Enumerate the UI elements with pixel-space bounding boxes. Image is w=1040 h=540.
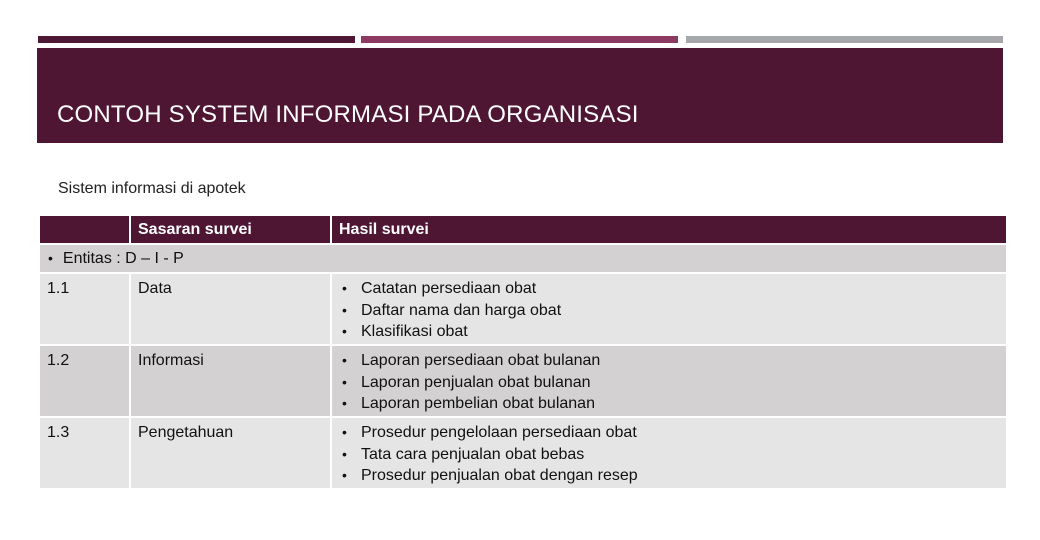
result-item: • Laporan pembelian obat bulanan	[339, 393, 1006, 415]
survey-table	[40, 216, 1006, 488]
row-results	[331, 417, 1006, 488]
table-row	[40, 417, 1006, 488]
row-results	[331, 273, 1006, 345]
row-number: 1.1	[40, 273, 130, 345]
bullet-icon: •	[48, 249, 53, 266]
results-list	[339, 350, 1006, 415]
header-target: Sasaran survei	[130, 216, 331, 244]
result-item: • Laporan persediaan obat bulanan	[339, 350, 1006, 372]
result-item: • Klasifikasi obat	[339, 321, 1006, 343]
accent-bar-mid	[361, 36, 678, 43]
row-target: Data	[130, 273, 331, 345]
row-target: Informasi	[130, 345, 331, 417]
group-label: Entitas : D – I - P	[62, 249, 184, 267]
table-row	[40, 345, 1006, 417]
result-item: • Daftar nama dan harga obat	[339, 300, 1006, 322]
accent-bar-gray	[686, 36, 1003, 43]
result-item: • Tata cara penjualan obat bebas	[339, 444, 1006, 466]
row-number: 1.3	[40, 417, 130, 488]
row-number: 1.2	[40, 345, 130, 417]
result-item: • Catatan persediaan obat	[339, 278, 1006, 300]
row-results	[331, 345, 1006, 417]
group-row	[40, 244, 1006, 273]
results-list	[339, 278, 1006, 343]
result-item: • Prosedur pengelolaan persediaan obat	[339, 422, 1006, 444]
slide-title: CONTOH SYSTEM INFORMASI PADA ORGANISASI	[57, 101, 639, 128]
table-header-row	[40, 216, 1006, 244]
result-item: • Prosedur penjualan obat dengan resep	[339, 465, 1006, 487]
title-band	[37, 48, 1003, 143]
row-target: Pengetahuan	[130, 417, 331, 488]
result-item: • Laporan penjualan obat bulanan	[339, 372, 1006, 394]
header-num	[40, 216, 130, 244]
results-list	[339, 422, 1006, 487]
header-results: Hasil survei	[331, 216, 1006, 244]
table-row	[40, 273, 1006, 345]
slide-subtitle: Sistem informasi di apotek	[58, 180, 246, 197]
group-cell	[40, 244, 1006, 273]
accent-bar-dark	[38, 36, 355, 43]
